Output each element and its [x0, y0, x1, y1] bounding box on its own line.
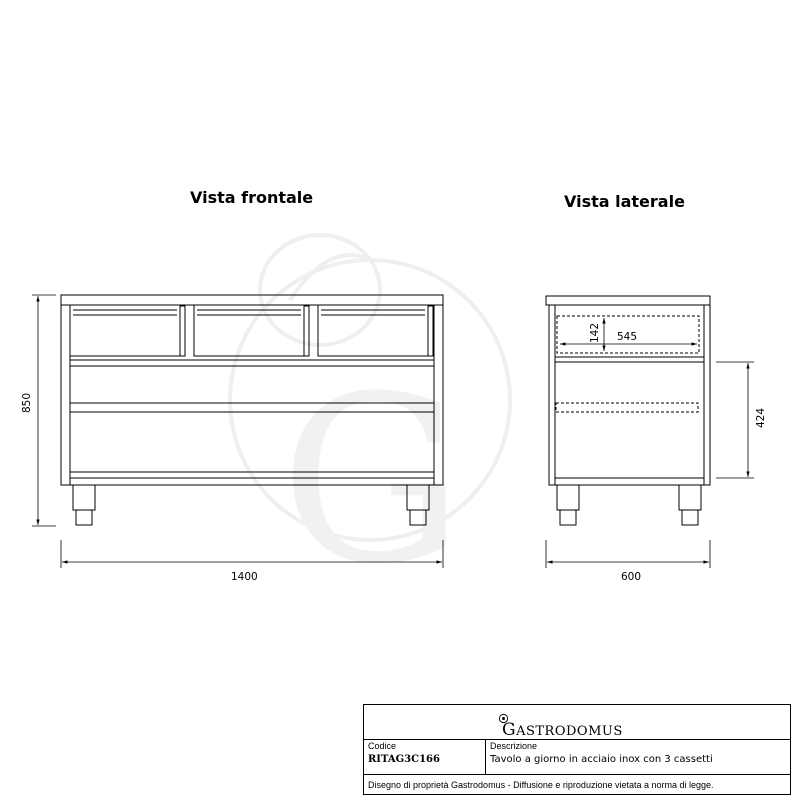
brand-name [502, 720, 623, 740]
title-block [363, 704, 791, 795]
drawer-height-label: 142 [589, 322, 601, 343]
description-value: Tavolo a giorno in acciaio inox con 3 cassetti [490, 754, 713, 765]
front-foot-left [73, 485, 95, 525]
watermark-letter: G [280, 348, 464, 615]
code-value: RITAG3C166 [368, 754, 440, 765]
code-cell [364, 739, 486, 775]
front-drawer-left [70, 305, 185, 356]
watermark-logo [230, 235, 510, 615]
description-cell [486, 739, 790, 775]
description-label: Descrizione [490, 741, 538, 751]
front-view-title: Vista frontale [190, 188, 314, 207]
drawer-depth-label: 545 [617, 331, 638, 343]
brand-row [364, 705, 790, 740]
side-width-dimension [546, 540, 710, 568]
side-view-title: Vista laterale [564, 192, 685, 211]
drawer-stack-dimension [716, 362, 754, 478]
side-foot-right [679, 485, 701, 525]
side-foot-left [557, 485, 579, 525]
front-width-label: 1400 [231, 571, 258, 583]
code-label: Codice [368, 741, 397, 751]
brand-rest: ASTRODOMUS [516, 724, 623, 739]
front-height-dimension [32, 295, 56, 526]
front-height-label: 850 [21, 392, 33, 413]
brand-initial: G [502, 720, 517, 740]
drawer-stack-label: 424 [755, 407, 767, 428]
ownership-notice: Disegno di proprietà Gastrodomus - Diffusione e riproduzione vietata a norma di legge. [368, 780, 714, 790]
side-width-label: 600 [621, 571, 642, 583]
